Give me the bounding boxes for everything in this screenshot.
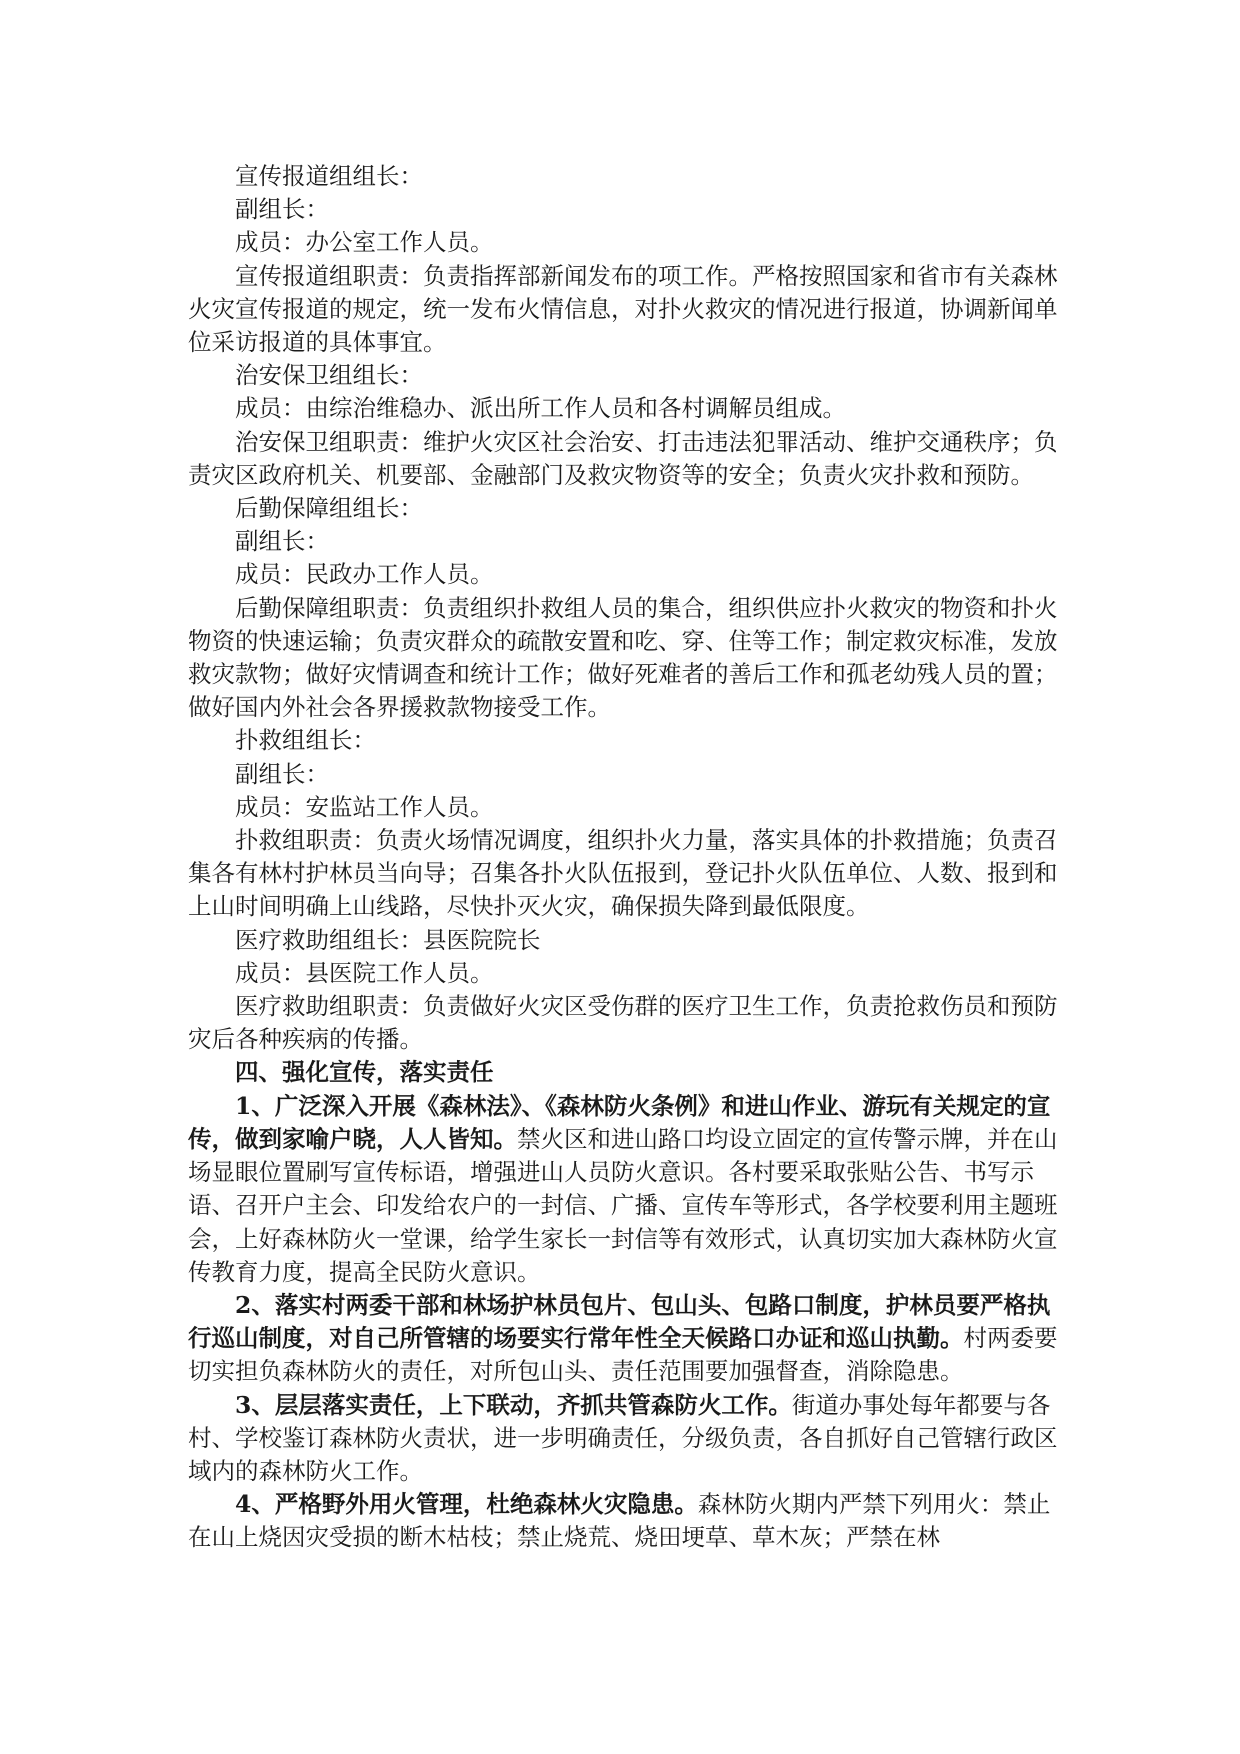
paragraph [188,724,1058,757]
paragraph [188,957,1058,990]
paragraph-lead: 4、严格野外用火管理，杜绝森林火灾隐患。 [235,1490,698,1519]
paragraph-text: 副组长： [235,527,329,556]
paragraph-lead: 1、广泛深入开展《森林法》、《森林防火条例》和进山作业、游玩有关规定的宣传，做到家喻户晓，人人皆知。 [188,1091,1051,1153]
paragraph [188,392,1058,425]
paragraph-text: 禁火区和进山路口均设立固定的宣传警示牌，并在山场显眼位置刷写宣传标语，增强进山人员防火意识。各村要采取张贴公告、书写示语、召开户主会、印发给农户的一封信、广播、宣传车等形式，各学校要利用主题班会，上好森林防火一堂课，给学生家长一封信等有效形式，认真切实加大森林防火宣传教育力度，提高全民防火意识。 [188,1124,1058,1286]
paragraph-text: 成员：安监站工作人员。 [235,792,494,821]
paragraph-text: 成员：民政办工作人员。 [235,560,494,589]
paragraph-text: 扑救组组长： [235,726,376,755]
paragraph [188,558,1058,591]
paragraph [188,1289,1058,1389]
paragraph [188,359,1058,392]
paragraph [188,1389,1058,1489]
paragraph [188,990,1058,1056]
paragraph-text: 街道办事处每年都要与各村、学校鉴订森林防火责状，进一步明确责任，分级负责，各自抓好自己管辖行政区域内的森林防火工作。 [188,1390,1058,1485]
paragraph [188,193,1058,226]
document-page [188,160,1058,1555]
paragraph [188,492,1058,525]
paragraph [188,160,1058,193]
paragraph [188,226,1058,259]
paragraph-text: 成员：办公室工作人员。 [235,228,494,257]
section-heading [188,1056,1058,1089]
paragraph-text: 副组长： [235,195,329,224]
paragraph-text: 治安保卫组职责：维护火灾区社会治安、打击违法犯罪活动、维护交通秩序；负责灾区政府机关、机要部、金融部门及救灾物资等的安全；负责火灾扑救和预防。 [188,427,1058,489]
paragraph-lead: 3、层层落实责任，上下联动，齐抓共管森防火工作。 [235,1390,792,1419]
paragraph-text: 医疗救助组职责：负责做好火灾区受伤群的医疗卫生工作，负责抢救伤员和预防灾后各种疾病的传播。 [188,992,1058,1054]
paragraph-text: 森林防火期内严禁下列用火：禁止在山上烧因灾受损的断木枯枝；禁止烧荒、烧田埂草、草木灰；严禁在林 [188,1490,1051,1552]
paragraph-text: 宣传报道组职责：负责指挥部新闻发布的项工作。严格按照国家和省市有关森林火灾宣传报道的规定，统一发布火情信息，对扑火救灾的情况进行报道，协调新闻单位采访报道的具体事宜。 [188,261,1058,357]
paragraph-text: 治安保卫组组长： [235,361,423,390]
paragraph [188,791,1058,824]
paragraph [188,260,1058,360]
paragraph [188,924,1058,957]
paragraph [188,592,1058,725]
paragraph [188,1488,1058,1554]
paragraph-text: 村两委要切实担负森林防火的责任，对所包山头、责任范围要加强督查，消除隐患。 [188,1324,1058,1386]
paragraph [188,1090,1058,1289]
paragraph-text: 成员：由综治维稳办、派出所工作人员和各村调解员组成。 [235,394,846,423]
paragraph-text: 副组长： [235,759,329,788]
paragraph-text: 成员：县医院工作人员。 [235,958,494,987]
paragraph-text: 后勤保障组职责：负责组织扑救组人员的集合，组织供应扑火救灾的物资和扑火物资的快速运输；负责灾群众的疏散安置和吃、穿、住等工作；制定救灾标准，发放救灾款物；做好灾情调查和统计工作；做好死难者的善后工作和孤老幼残人员的置；做好国内外社会各界援救款物接受工作。 [188,593,1058,722]
paragraph [188,758,1058,791]
paragraph-text: 扑救组职责：负责火场情况调度，组织扑火力量，落实具体的扑救措施；负责召集各有林村护林员当向导；召集各扑火队伍报到，登记扑火队伍单位、人数、报到和上山时间明确上山线路，尽快扑灭火灾，确保损失降到最低限度。 [188,826,1058,921]
paragraph [188,426,1058,492]
paragraph-lead: 2、落实村两委干部和林场护林员包片、包山头、包路口制度，护林员要严格执行巡山制度，对自己所管辖的场要实行常年性全天候路口办证和巡山执勤。 [188,1290,1051,1353]
paragraph-text: 后勤保障组组长： [235,494,423,523]
paragraph-text: 宣传报道组组长： [235,162,423,190]
paragraph-text: 医疗救助组组长：县医院院长 [235,925,541,954]
paragraph [188,824,1058,924]
paragraph [188,525,1058,558]
section-heading-text: 四、强化宣传，落实责任 [235,1058,494,1087]
